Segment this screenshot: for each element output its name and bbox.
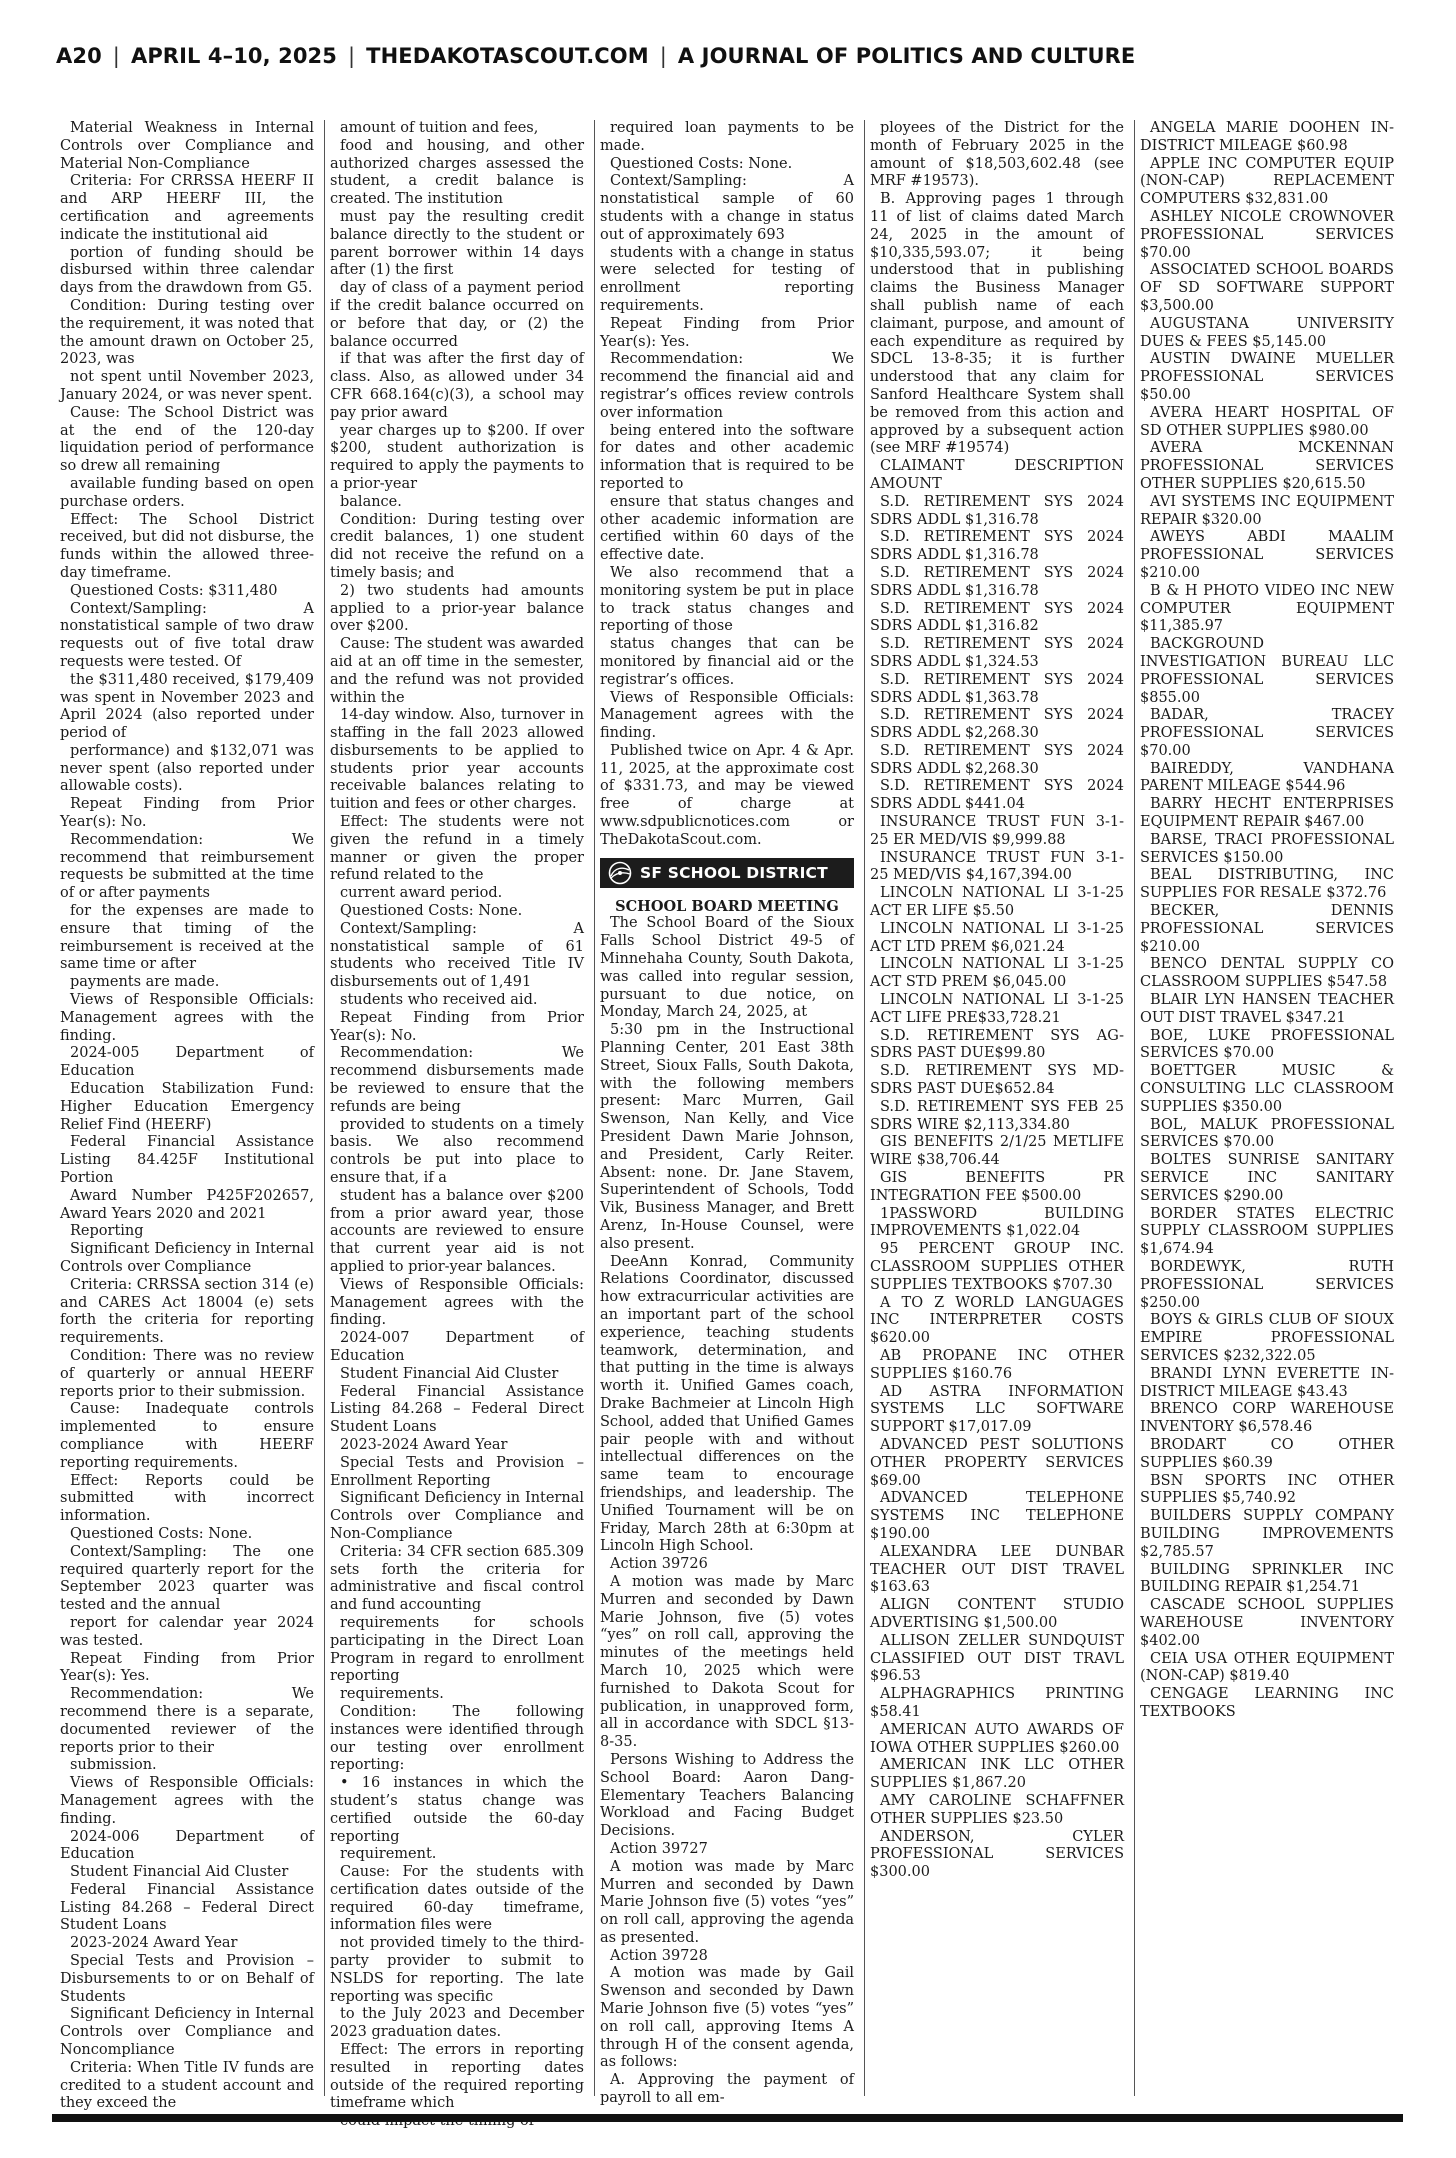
sf-logo-icon <box>605 861 635 885</box>
paragraph: Award Number P425F202657, Award Years 2020 and 2021 <box>60 1187 314 1222</box>
paragraph: 14-day window. Also, turnover in staffing in the fall 2023 allowed disbursements to be applied to students prior year accounts receivable balances relating to tuition and fees or other charges. <box>330 707 584 813</box>
paragraph: S.D. RETIREMENT SYS FEB 25 SDRS WIRE $2,113,334.80 <box>870 1098 1124 1133</box>
paragraph: LINCOLN NATIONAL LI 3-1-25 ACT ER LIFE $5.50 <box>870 885 1124 920</box>
paragraph: APPLE INC COMPUTER EQUIP (NON-CAP) REPLACEMENT COMPUTERS $32,831.00 <box>1140 155 1394 208</box>
paragraph: Effect: The School District received, but did not disburse, the funds within the allowed three-day timeframe. <box>60 511 314 581</box>
paragraph: Cause: The student was awarded aid at an off time in the semester, and the refund was not provided within the <box>330 636 584 706</box>
paragraph: Federal Financial Assistance Listing 84.268 – Federal Direct Student Loans <box>330 1383 584 1436</box>
column-rule <box>1134 120 1135 2096</box>
paragraph: CENGAGE LEARNING INC TEXTBOOKS <box>1140 1686 1394 1720</box>
paragraph: not provided timely to the third-party provider to submit to NSLDS for reporting. The late reporting was specific <box>330 1935 584 2005</box>
paragraph: Persons Wishing to Address the School Board: Aaron Dang-Elementary Teachers Balancing Workload and Facing Budget Decisions. <box>600 1751 854 1840</box>
paragraph: Views of Responsible Officials: Management agrees with the finding. <box>60 1775 314 1827</box>
paragraph: balance. <box>340 493 402 510</box>
paragraph: amount of tuition and fees, <box>340 120 539 136</box>
paragraph: Condition: During testing over credit balances, 1) one student did not receive the refund on a timely basis; and <box>330 511 584 581</box>
paragraph: Condition: During testing over the requirement, it was noted that the amount drawn on October 25, 2023, was <box>60 297 314 368</box>
paragraph: Action 39728 <box>610 1947 708 1964</box>
paragraph: S.D. RETIREMENT SYS AG-SDRS PAST DUE$99.80 <box>870 1027 1124 1062</box>
paragraph: BARRY HECHT ENTERPRISES EQUIPMENT REPAIR $467.00 <box>1140 796 1394 831</box>
paragraph: BEAL DISTRIBUTING, INC SUPPLIES FOR RESALE $372.76 <box>1140 867 1394 902</box>
paragraph: • 16 instances in which the student’s status change was certified outside the 60-day reporting <box>330 1775 584 1845</box>
paragraph: provided to students on a timely basis. We also recommend controls be put into place to ensure that, if a <box>330 1116 584 1187</box>
paragraph: AUGUSTANA UNIVERSITY DUES & FEES $5,145.00 <box>1140 315 1394 350</box>
section-banner <box>600 858 854 888</box>
paragraph: Effect: The students were not given the refund in a timely manner or given the proper refund related to the <box>330 814 584 884</box>
paragraph: LINCOLN NATIONAL LI 3-1-25 ACT LTD PREM $6,021.24 <box>870 920 1124 955</box>
tagline: A JOURNAL OF POLITICS AND CULTURE <box>677 44 1136 68</box>
school-board-minutes <box>600 898 854 2108</box>
paragraph: Repeat Finding from Prior Year(s): Yes. <box>60 1650 314 1685</box>
paragraph: to the July 2023 and December 2023 graduation dates. <box>330 2006 584 2041</box>
paragraph: AVI SYSTEMS INC EQUIPMENT REPAIR $320.00 <box>1140 493 1394 528</box>
paragraph: S.D. RETIREMENT SYS 2024 SDRS ADDL $1,316.78 <box>870 529 1124 564</box>
paragraph: AD ASTRA INFORMATION SYSTEMS LLC SOFTWARE SUPPORT $17,017.09 <box>870 1383 1124 1436</box>
paragraph: students with a change in status were selected for testing of enrollment reporting requirements. <box>600 244 854 314</box>
paragraph: report for calendar year 2024 was tested. <box>60 1614 314 1649</box>
paragraph: Context/Sampling: The one required quarterly report for the September 2023 quarter was tested and the annual <box>60 1543 314 1614</box>
paragraph: AVERA HEART HOSPITAL OF SD OTHER SUPPLIES $980.00 <box>1140 404 1394 439</box>
paragraph: We also recommend that a monitoring system be put in place to track status changes and reporting of those <box>600 564 854 635</box>
paragraph: Repeat Finding from Prior Year(s): No. <box>330 1009 584 1044</box>
paragraph: BAIREDDY, VANDHANA PARENT MILEAGE $544.96 <box>1140 760 1394 795</box>
paragraph: student has a balance over $200 from a prior award year, those accounts are reviewed to ensure that current year aid is not applied to prior-year balances. <box>330 1187 584 1275</box>
paragraph: BUILDERS SUPPLY COMPANY BUILDING IMPROVEMENTS $2,785.57 <box>1140 1508 1394 1560</box>
paragraph: ANGELA MARIE DOOHEN IN-DISTRICT MILEAGE $60.98 <box>1140 120 1394 154</box>
paragraph: B & H PHOTO VIDEO INC NEW COMPUTER EQUIPMENT $11,385.97 <box>1140 582 1394 635</box>
paragraph: ASHLEY NICOLE CROWNOVER PROFESSIONAL SERVICES $70.00 <box>1140 208 1394 261</box>
paragraph: Condition: The following instances were identified through our testing over enrollment reporting: <box>330 1703 584 1774</box>
paragraph: AUSTIN DWAINE MUELLER PROFESSIONAL SERVICES $50.00 <box>1140 351 1394 403</box>
paragraph: BORDER STATES ELECTRIC SUPPLY CLASSROOM SUPPLIES $1,674.94 <box>1140 1205 1394 1258</box>
paragraph: ADVANCED TELEPHONE SYSTEMS INC TELEPHONE $190.00 <box>870 1490 1124 1542</box>
paragraph: AMY CAROLINE SCHAFFNER OTHER SUPPLIES $23.50 <box>870 1792 1124 1827</box>
column-5 <box>1140 120 1394 2108</box>
paragraph: being entered into the software for dates and other academic information that is required to be reported to <box>600 422 854 492</box>
paragraph: A motion was made by Marc Murren and seconded by Dawn Marie Johnson five (5) votes “yes” on roll call, approving the agenda as presented. <box>600 1858 854 1946</box>
paragraph: ALPHAGRAPHICS PRINTING $58.41 <box>870 1686 1124 1720</box>
paragraph: ALLISON ZELLER SUNDQUIST CLASSIFIED OUT DIST TRAVL $96.53 <box>870 1632 1124 1685</box>
paragraph: S.D. RETIREMENT SYS 2024 SDRS ADDL $1,316.78 <box>870 564 1124 599</box>
paragraph: available funding based on open purchase orders. <box>60 475 314 510</box>
paragraph: Federal Financial Assistance Listing 84.425F Institutional Portion <box>60 1134 314 1187</box>
paragraph: LINCOLN NATIONAL LI 3-1-25 ACT STD PREM $6,045.00 <box>870 956 1124 991</box>
paragraph: INSURANCE TRUST FUN 3-1-25 ER MED/VIS $9,999.88 <box>870 814 1124 848</box>
paragraph: The School Board of the Sioux Falls School District 49-5 of Minnehaha County, South Dakota, was called into regular session, pursuant to due notice, on Monday, March 24, 2025, at <box>600 915 854 1021</box>
paragraph: BSN SPORTS INC OTHER SUPPLIES $5,740.92 <box>1140 1472 1394 1507</box>
paragraph: BRENCO CORP WAREHOUSE INVENTORY $6,578.46 <box>1140 1401 1394 1436</box>
paragraph: BRODART CO OTHER SUPPLIES $60.39 <box>1140 1436 1394 1471</box>
paragraph: BOE, LUKE PROFESSIONAL SERVICES $70.00 <box>1140 1027 1394 1062</box>
paragraph: status changes that can be monitored by financial aid or the registrar’s offices. <box>600 636 854 688</box>
paragraph: BARSE, TRACI PROFESSIONAL SERVICES $150.00 <box>1140 831 1394 866</box>
paragraph: Special Tests and Provision – Enrollment Reporting <box>330 1454 584 1489</box>
paragraph: S.D. RETIREMENT SYS 2024 SDRS ADDL $2,268.30 <box>870 707 1124 742</box>
header-separator: | <box>112 44 120 68</box>
paragraph: S.D. RETIREMENT SYS 2024 SDRS ADDL $1,316.78 <box>870 493 1124 528</box>
paragraph: Criteria: For CRRSSA HEERF II and ARP HEERF III, the certification and agreements indicate the institutional aid <box>60 173 314 243</box>
paragraph: S.D. RETIREMENT SYS 2024 SDRS ADDL $1,324.53 <box>870 636 1124 670</box>
paragraph: Context/Sampling: A nonstatistical sample of 60 students with a change in status out of approximately 693 <box>600 173 854 243</box>
paragraph: BECKER, DENNIS PROFESSIONAL SERVICES $210.00 <box>1140 903 1394 955</box>
paragraph: Repeat Finding from Prior Year(s): No. <box>60 796 314 831</box>
paragraph: Recommendation: We recommend disbursements made be reviewed to ensure that the refunds are being <box>330 1045 584 1115</box>
paragraph: Repeat Finding from Prior Year(s): Yes. <box>600 315 854 350</box>
paragraph: ADVANCED PEST SOLUTIONS OTHER PROPERTY SERVICES $69.00 <box>870 1436 1124 1489</box>
paragraph: Significant Deficiency in Internal Controls over Compliance and Noncompliance <box>60 2006 314 2059</box>
paragraph: Material Weakness in Internal Controls over Compliance and Material Non-Compliance <box>60 120 314 172</box>
paragraph: the $311,480 received, $179,409 was spent in November 2023 and April 2024 (also reported under period of <box>60 671 314 742</box>
paragraph: CEIA USA OTHER EQUIPMENT (NON-CAP) $819.40 <box>1140 1650 1394 1685</box>
paragraph: Cause: The School District was at the end of the 120-day liquidation period of performance so drew all remaining <box>60 404 314 475</box>
paragraph: AMERICAN AUTO AWARDS OF IOWA OTHER SUPPLIES $260.00 <box>870 1721 1124 1756</box>
paragraph: AVERA MCKENNAN PROFESSIONAL SERVICES OTHER SUPPLIES $20,615.50 <box>1140 440 1394 492</box>
paragraph: BACKGROUND INVESTIGATION BUREAU LLC PROFESSIONAL SERVICES $855.00 <box>1140 636 1394 706</box>
paragraph: BORDEWYK, RUTH PROFESSIONAL SERVICES $250.00 <box>1140 1259 1394 1311</box>
paragraph: students who received aid. <box>340 992 538 1009</box>
paragraph: Reporting <box>70 1223 144 1240</box>
paragraph: Cause: For the students with certification dates outside of the required 60-day timeframe, information files were <box>330 1864 584 1934</box>
column-rule <box>324 120 325 2096</box>
paragraph: BENCO DENTAL SUPPLY CO CLASSROOM SUPPLIES $547.58 <box>1140 956 1394 991</box>
paragraph: current award period. <box>340 885 503 902</box>
paragraph: Criteria: CRRSSA section 314 (e) and CARES Act 18004 (e) sets forth the criteria for reporting requirements. <box>60 1276 314 1347</box>
paragraph: required loan payments to be made. <box>600 120 854 154</box>
paragraph: 2023-2024 Award Year <box>340 1436 508 1453</box>
paragraph: food and housing, and other authorized charges assessed the student, a credit balance is created. The institution <box>330 137 584 208</box>
paragraph: Federal Financial Assistance Listing 84.268 – Federal Direct Student Loans <box>60 1881 314 1934</box>
paragraph: BUILDING SPRINKLER INC BUILDING REPAIR $1,254.71 <box>1140 1561 1394 1596</box>
paragraph: Recommendation: We recommend there is a separate, documented reviewer of the reports prior to their <box>60 1686 314 1756</box>
paragraph: S.D. RETIREMENT SYS 2024 SDRS ADDL $1,316.82 <box>870 600 1124 635</box>
paragraph: GIS BENEFITS 2/1/25 METLIFE WIRE $38,706.44 <box>870 1134 1124 1169</box>
paragraph: CASCADE SCHOOL SUPPLIES WAREHOUSE INVENTORY $402.00 <box>1140 1597 1394 1649</box>
column-rule <box>864 120 865 2096</box>
paragraph: Views of Responsible Officials: Management agrees with the finding. <box>600 689 854 742</box>
paragraph: ALIGN CONTENT STUDIO ADVERTISING $1,500.00 <box>870 1597 1124 1631</box>
paragraph: Student Financial Aid Cluster <box>70 1864 289 1881</box>
paragraph: 2) two students had amounts applied to a prior-year balance over $200. <box>330 582 584 635</box>
column-rule <box>594 120 595 2096</box>
issue-date: APRIL 4–10, 2025 <box>130 44 337 68</box>
paragraph: Questioned Costs: None. <box>610 155 793 172</box>
paragraph: requirements for schools participating in the Direct Loan Program in regard to enrollment reporting <box>330 1614 584 1685</box>
paragraph: Education Stabilization Fund: Higher Education Emergency Relief Find (HEERF) <box>60 1081 314 1133</box>
paragraph: BADAR, TRACEY PROFESSIONAL SERVICES $70.00 <box>1140 707 1394 759</box>
paragraph: Special Tests and Provision – Disbursements to or on Behalf of Students <box>60 1953 314 2005</box>
paragraph: Questioned Costs: $311,480 <box>70 582 278 599</box>
paragraph: CLAIMANT DESCRIPTION AMOUNT <box>870 458 1124 492</box>
paragraph: Condition: There was no review of quarterly or annual HEERF reports prior to their submission. <box>60 1347 314 1400</box>
paragraph: requirement. <box>340 1846 437 1863</box>
paragraph: Views of Responsible Officials: Management agrees with the finding. <box>330 1276 584 1329</box>
paragraph: submission. <box>70 1757 157 1774</box>
paragraph: payments are made. <box>70 974 220 991</box>
paragraph: if that was after the first day of class. Also, as allowed under 34 CFR 668.164(c)(3), a school may pay prior award <box>330 351 584 421</box>
banner-label: SF SCHOOL DISTRICT <box>640 863 828 882</box>
paragraph: BOL, MALUK PROFESSIONAL SERVICES $70.00 <box>1140 1116 1394 1151</box>
legal-notice-continued <box>600 120 854 850</box>
paragraph: S.D. RETIREMENT SYS MD-SDRS PAST DUE$652.84 <box>870 1063 1124 1098</box>
column-1 <box>60 120 314 2112</box>
paragraph: Context/Sampling: A nonstatistical sample of 61 students who received Title IV disbursements out of 1,491 <box>330 920 584 991</box>
paragraph: Criteria: When Title IV funds are credited to a student account and they exceed the <box>60 2059 314 2112</box>
paragraph: BOLTES SUNRISE SANITARY SERVICE INC SANITARY SERVICES $290.00 <box>1140 1152 1394 1204</box>
paragraph: must pay the resulting credit balance directly to the student or parent borrower within 14 days after (1) the first <box>330 208 584 279</box>
paragraph: ASSOCIATED SCHOOL BOARDS OF SD SOFTWARE SUPPORT $3,500.00 <box>1140 262 1394 314</box>
page-number: A20 <box>56 44 102 68</box>
paragraph: Effect: The errors in reporting resulted in reporting dates outside of the required reporting timeframe which <box>330 2042 584 2112</box>
column-3 <box>600 120 854 2108</box>
paragraph: Recommendation: We recommend the financial aid and registrar’s offices review controls over information <box>600 351 854 421</box>
paragraph: AMERICAN INK LLC OTHER SUPPLIES $1,867.20 <box>870 1757 1124 1792</box>
paragraph: 1PASSWORD BUILDING IMPROVEMENTS $1,022.04 <box>870 1205 1124 1240</box>
paragraph: 2024-007 Department of Education <box>330 1330 584 1364</box>
paragraph: Cause: Inadequate controls implemented to ensure compliance with HEERF reporting requirements. <box>60 1401 314 1471</box>
paragraph: ANDERSON, CYLER PROFESSIONAL SERVICES $300.00 <box>870 1828 1124 1881</box>
paragraph: portion of funding should be disbursed within three calendar days from the drawdown from G5. <box>60 244 314 297</box>
paragraph: AB PROPANE INC OTHER SUPPLIES $160.76 <box>870 1347 1124 1382</box>
paragraph: S.D. RETIREMENT SYS 2024 SDRS ADDL $441.04 <box>870 778 1124 813</box>
paragraph: Context/Sampling: A nonstatistical sample of two draw requests out of five total draw requests were tested. Of <box>60 600 314 670</box>
paragraph: BOETTGER MUSIC & CONSULTING LLC CLASSROOM SUPPLIES $350.00 <box>1140 1063 1394 1115</box>
paragraph: A motion was made by Gail Swenson and seconded by Dawn Marie Johnson five (5) votes “yes” on roll call, approving Items A through H of the consent agenda, as follows: <box>600 1965 854 2071</box>
paragraph: Significant Deficiency in Internal Controls over Compliance <box>60 1241 314 1275</box>
paragraph: B. Approving pages 1 through 11 of list of claims dated March 24, 2025 in the amount of $10,335,593.07; it being understood that in publishing claims the Business Manager shall publish name of each claimant, purpose, and amount of each expenditure as required by SDCL 13-8-35; it is further understood that any claim for Sanford Healthcare System shall be removed from this action and approved by a subsequent action (see MRF #19574) <box>870 191 1124 457</box>
paragraph: ensure that status changes and other academic information are certified within 60 days of the effective date. <box>600 493 854 564</box>
bottom-rule <box>52 2114 1403 2122</box>
page-header <box>56 44 1406 88</box>
paragraph: INSURANCE TRUST FUN 3-1-25 MED/VIS $4,167,394.00 <box>870 849 1124 884</box>
paragraph: A motion was made by Marc Murren and seconded by Dawn Marie Johnson, five (5) votes “yes” on roll call, approving the minutes of the meetings held March 10, 2025 which were furnished to Dakota Scout for publication, in unapproved form, all in accordance with SDCL §13-8-35. <box>600 1573 854 1751</box>
paragraph: day of class of a payment period if the credit balance occurred on or before that day, or (2) the balance occurred <box>330 280 584 350</box>
paragraph: requirements. <box>340 1686 444 1703</box>
paragraph: Recommendation: We recommend that reimbursement requests be submitted at the time of or after payments <box>60 831 314 902</box>
paragraph: Questioned Costs: None. <box>70 1525 253 1542</box>
column-2 <box>330 120 584 2112</box>
paragraph: BOYS & GIRLS CLUB OF SIOUX EMPIRE PROFESSIONAL SERVICES $232,322.05 <box>1140 1312 1394 1364</box>
paragraph: A. Approving the payment of payroll to all em- <box>600 2072 854 2107</box>
paragraph: not spent until November 2023, January 2024, or was never spent. <box>60 369 314 403</box>
paragraph: ployees of the District for the month of February 2025 in the amount of $18,503,602.48 (see MRF #19573). <box>870 120 1124 190</box>
paragraph: S.D. RETIREMENT SYS 2024 SDRS ADDL $1,363.78 <box>870 671 1124 706</box>
paragraph: LINCOLN NATIONAL LI 3-1-25 ACT LIFE PRE$33,728.21 <box>870 992 1124 1026</box>
paragraph: 2024-005 Department of Education <box>60 1045 314 1080</box>
paragraph: BRANDI LYNN EVERETTE IN-DISTRICT MILEAGE $43.43 <box>1140 1365 1394 1400</box>
paragraph: Action 39726 <box>610 1556 708 1573</box>
paragraph: 5:30 pm in the Instructional Planning Center, 201 East 38th Street, Sioux Falls, South Dakota, with the following members present: Marc Murren, Gail Swenson, Nan Kelly, and Vice President Dawn Marie Johnson, and President, Carly Reiter. Absent: none. Dr. Jane Stavem, Superintendent of Schools, Todd Vik, Business Manager, and Brett Arenz, In-House Counsel, were also present. <box>600 1022 854 1252</box>
site-name: THEDAKOTASCOUT.COM <box>366 44 649 68</box>
paragraph: 2023-2024 Award Year <box>70 1935 238 1952</box>
paragraph: GIS BENEFITS PR INTEGRATION FEE $500.00 <box>870 1170 1124 1204</box>
paragraph: BLAIR LYN HANSEN TEACHER OUT DIST TRAVEL $347.21 <box>1140 992 1394 1026</box>
paragraph: for the expenses are made to ensure that timing of the reimbursement is received at the same time or after <box>60 903 314 973</box>
paragraph: AWEYS ABDI MAALIM PROFESSIONAL SERVICES $210.00 <box>1140 529 1394 581</box>
paragraph: ALEXANDRA LEE DUNBAR TEACHER OUT DIST TRAVEL $163.63 <box>870 1543 1124 1596</box>
header-separator: | <box>659 44 667 68</box>
paragraph: Significant Deficiency in Internal Controls over Compliance and Non-Compliance <box>330 1490 584 1542</box>
paragraph: year charges up to $200. If over $200, student authorization is required to apply the payments to a prior-year <box>330 422 584 492</box>
paragraph: A TO Z WORLD LANGUAGES INC INTERPRETER COSTS $620.00 <box>870 1294 1124 1347</box>
section-heading: SCHOOL BOARD MEETING <box>615 897 839 915</box>
paragraph: Effect: Reports could be submitted with incorrect information. <box>60 1472 314 1525</box>
paragraph: performance) and $132,071 was never spent (also reported under allowable costs). <box>60 742 314 795</box>
paragraph: Questioned Costs: None. <box>340 903 523 920</box>
paragraph: Views of Responsible Officials: Management agrees with the finding. <box>60 992 314 1044</box>
paragraph: 2024-006 Department of Education <box>60 1828 314 1863</box>
paragraph: Criteria: 34 CFR section 685.309 sets forth the criteria for administrative and fiscal control and fund accounting <box>330 1543 584 1614</box>
paragraph: DeeAnn Konrad, Community Relations Coordinator, discussed how extracurricular activities are an important part of the school experience, teaching students teamwork, determination, and that putting in the time is always worth it. Unified Games coach, Drake Bachmeier at Lincoln High School, added that Unified Games pair people with and without intellectual differences on the same team to encourage friendships, and leadership. The Unified Tournament will be on Friday, March 28th at 6:30pm at Lincoln High School. <box>600 1253 854 1555</box>
paragraph: Action 39727 <box>610 1840 708 1857</box>
column-4 <box>870 120 1124 2108</box>
paragraph: S.D. RETIREMENT SYS 2024 SDRS ADDL $2,268.30 <box>870 742 1124 777</box>
paragraph: Published twice on Apr. 4 & Apr. 11, 2025, at the approximate cost of $331.73, and may be viewed free of charge at www.sdpublicnotices.com or TheDakotaScout.com. <box>600 742 854 848</box>
header-separator: | <box>347 44 356 68</box>
paragraph: Student Financial Aid Cluster <box>340 1365 559 1382</box>
paragraph: 95 PERCENT GROUP INC. CLASSROOM SUPPLIES OTHER SUPPLIES TEXTBOOKS $707.30 <box>870 1241 1124 1293</box>
